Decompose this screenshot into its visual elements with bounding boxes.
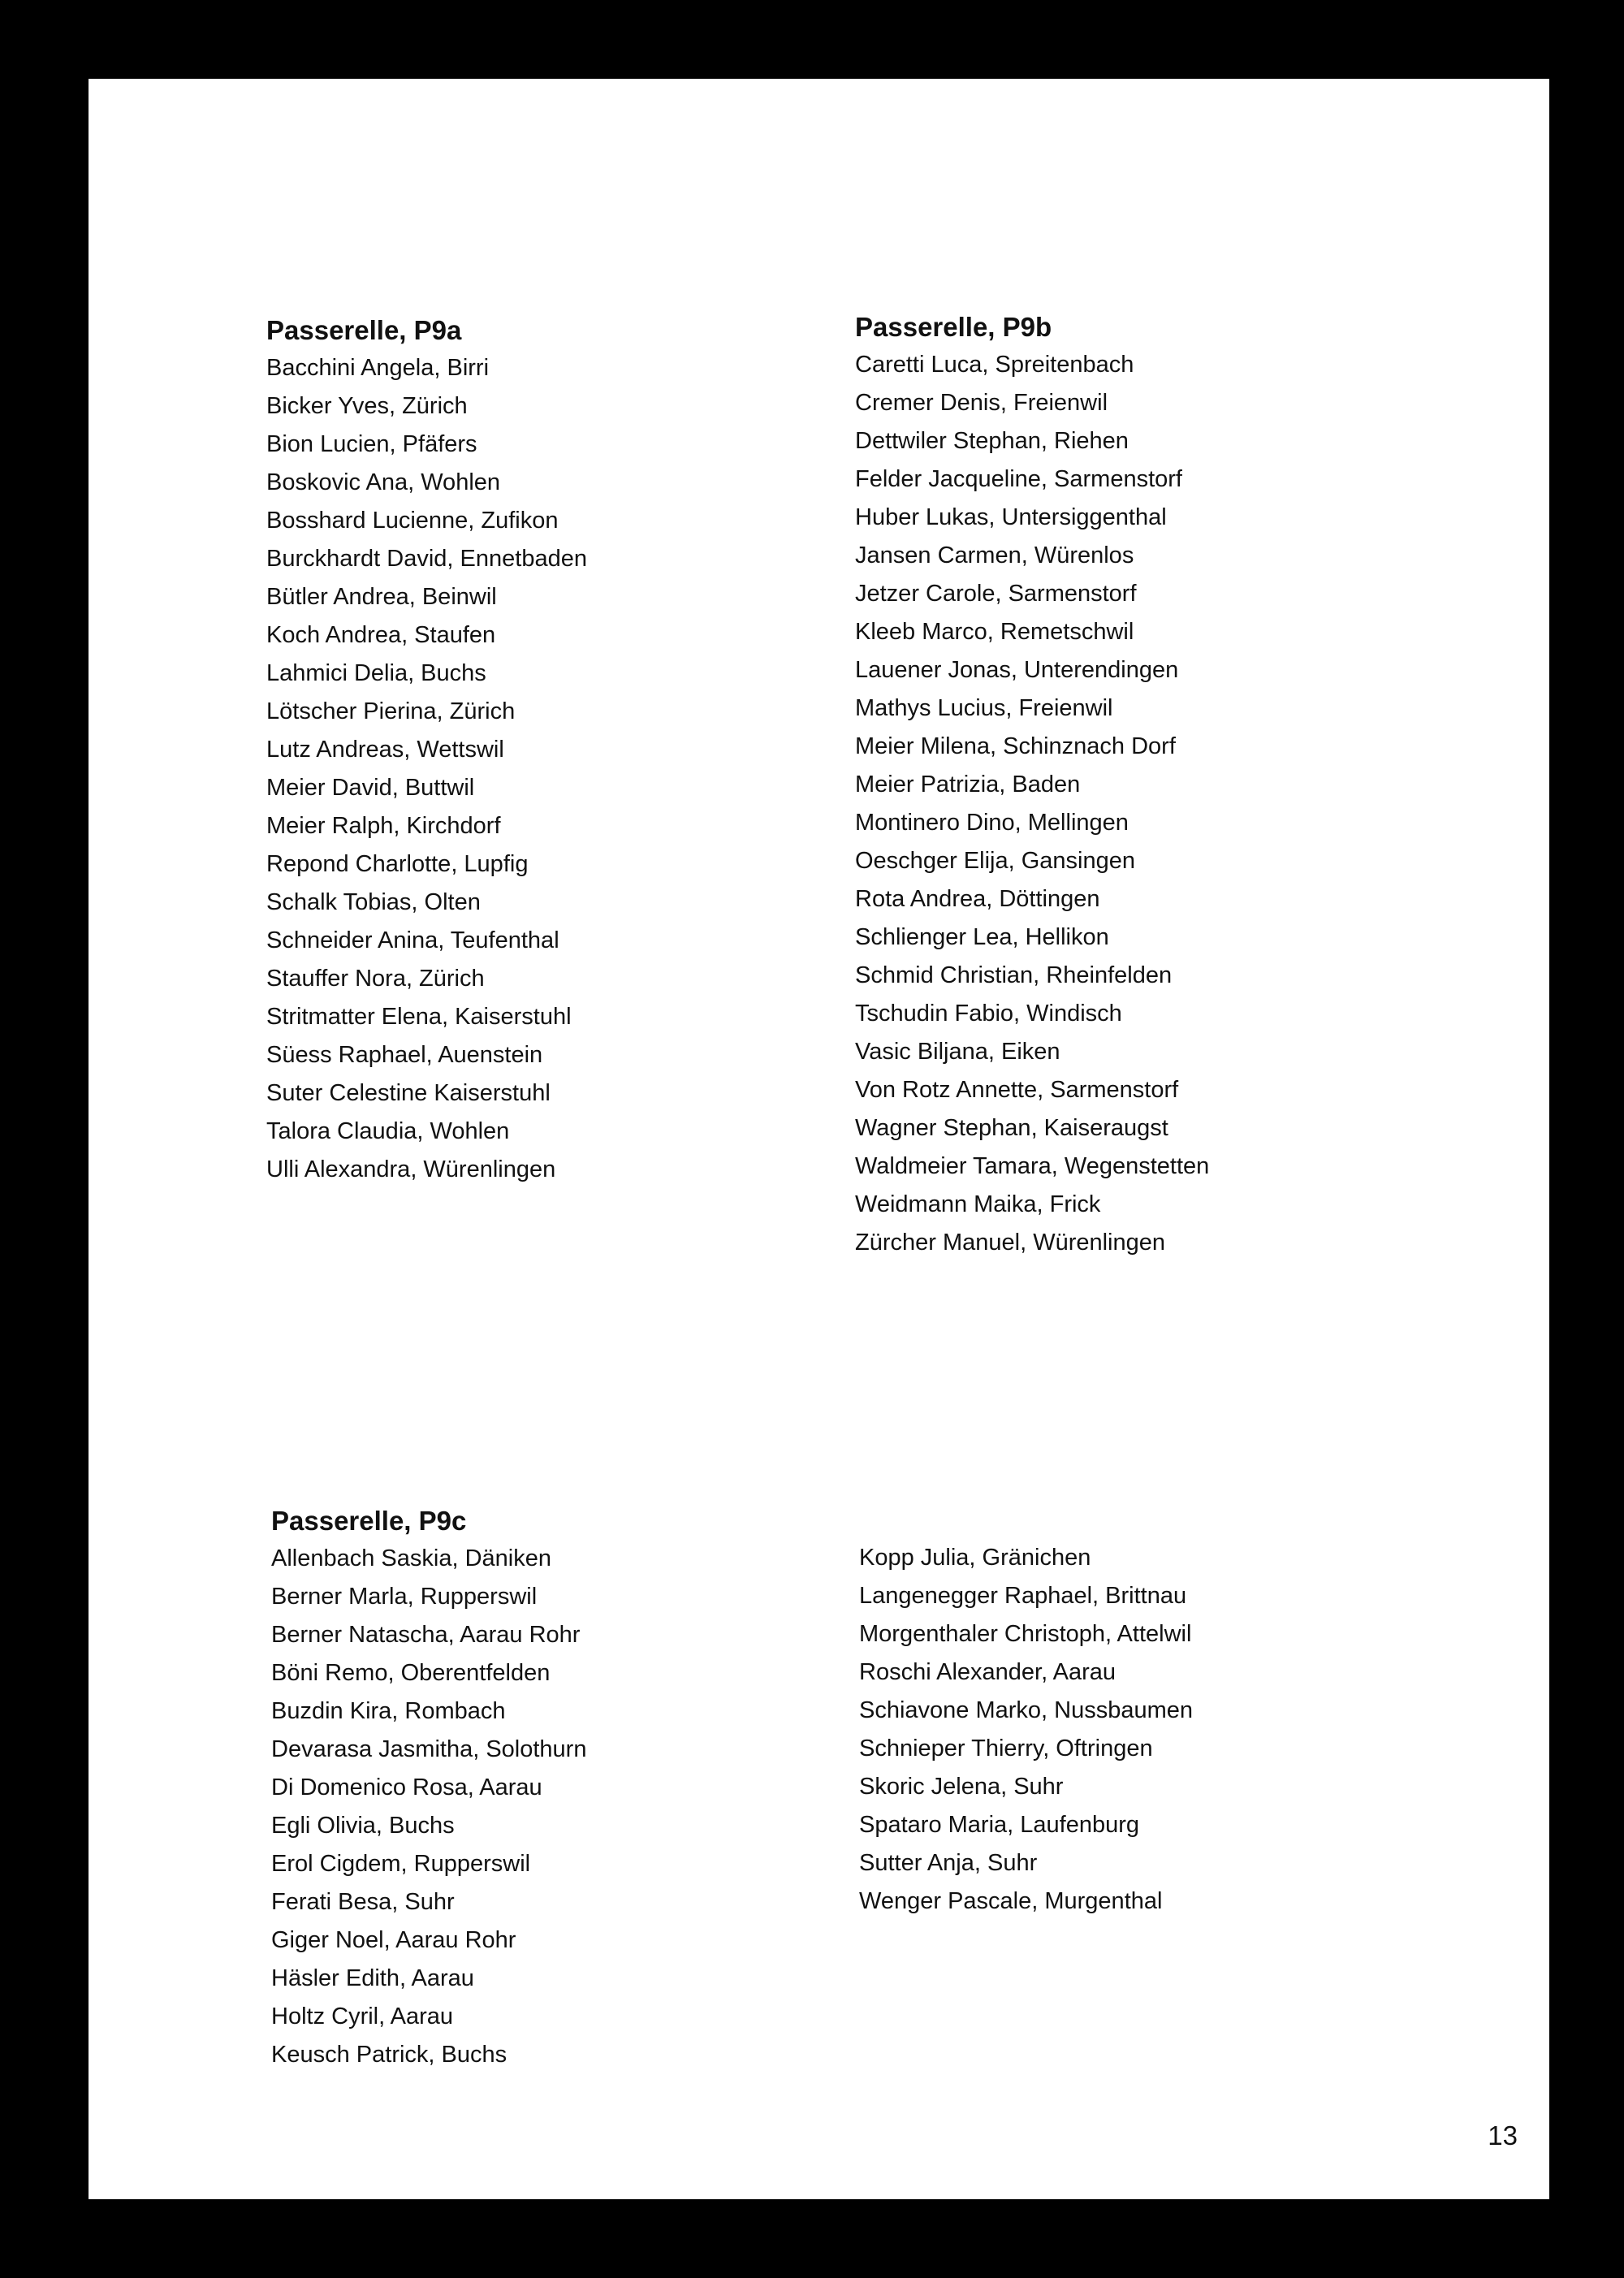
list-item: Bicker Yves, Zürich xyxy=(266,393,468,419)
list-item: Lauener Jonas, Unterendingen xyxy=(855,657,1179,683)
list-item: Roschi Alexander, Aarau xyxy=(859,1659,1116,1685)
list-item: Bion Lucien, Pfäfers xyxy=(266,431,477,457)
list-item: Kopp Julia, Gränichen xyxy=(859,1545,1091,1571)
list-item: Von Rotz Annette, Sarmenstorf xyxy=(855,1077,1179,1103)
list-item: Tschudin Fabio, Windisch xyxy=(855,1001,1122,1027)
list-item: Suter Celestine Kaiserstuhl xyxy=(266,1080,551,1106)
name-list xyxy=(855,346,1209,1262)
list-item: Skoric Jelena, Suhr xyxy=(859,1774,1064,1800)
list-item: Mathys Lucius, Freienwil xyxy=(855,695,1113,721)
list-item: Devarasa Jasmitha, Solothurn xyxy=(271,1736,587,1762)
list-item: Di Domenico Rosa, Aarau xyxy=(271,1774,542,1800)
list-item: Jansen Carmen, Würenlos xyxy=(855,542,1134,568)
list-item: Stauffer Nora, Zürich xyxy=(266,966,485,992)
name-list xyxy=(266,349,587,1189)
list-item: Rota Andrea, Döttingen xyxy=(855,886,1100,912)
name-list xyxy=(859,1539,1193,1921)
section-p9c-continued xyxy=(859,1539,1193,1921)
section-title: Passerelle, P9c xyxy=(271,1506,467,1536)
list-item: Weidmann Maika, Frick xyxy=(855,1191,1101,1217)
list-item: Stritmatter Elena, Kaiserstuhl xyxy=(266,1004,572,1030)
list-item: Bosshard Lucienne, Zufikon xyxy=(266,508,559,534)
list-item: Meier Milena, Schinznach Dorf xyxy=(855,733,1176,759)
list-item: Vasic Biljana, Eiken xyxy=(855,1039,1060,1065)
list-item: Lötscher Pierina, Zürich xyxy=(266,698,516,724)
section-title: Passerelle, P9a xyxy=(266,315,462,345)
list-item: Langenegger Raphael, Brittnau xyxy=(859,1583,1187,1609)
list-item: Bacchini Angela, Birri xyxy=(266,355,490,381)
list-item: Felder Jacqueline, Sarmenstorf xyxy=(855,466,1182,492)
list-item: Erol Cigdem, Rupperswil xyxy=(271,1851,531,1877)
list-item: Jetzer Carole, Sarmenstorf xyxy=(855,581,1137,607)
list-item: Montinero Dino, Mellingen xyxy=(855,810,1129,836)
list-item: Repond Charlotte, Lupfig xyxy=(266,851,529,877)
list-item: Allenbach Saskia, Däniken xyxy=(271,1545,551,1571)
list-item: Lahmici Delia, Buchs xyxy=(266,660,486,686)
list-item: Koch Andrea, Staufen xyxy=(266,622,496,648)
list-item: Lutz Andreas, Wettswil xyxy=(266,737,504,763)
list-item: Berner Marla, Rupperswil xyxy=(271,1584,538,1610)
list-item: Meier Ralph, Kirchdorf xyxy=(266,813,501,839)
list-item: Caretti Luca, Spreitenbach xyxy=(855,352,1134,378)
document-page xyxy=(89,79,1549,2199)
list-item: Süess Raphael, Auenstein xyxy=(266,1042,543,1068)
list-item: Kleeb Marco, Remetschwil xyxy=(855,619,1134,645)
list-item: Wenger Pascale, Murgenthal xyxy=(859,1888,1163,1914)
list-item: Ferati Besa, Suhr xyxy=(271,1889,455,1915)
list-item: Schlienger Lea, Hellikon xyxy=(855,924,1109,950)
section-p9b xyxy=(855,308,1209,1262)
list-item: Sutter Anja, Suhr xyxy=(859,1850,1038,1876)
section-p9a xyxy=(266,311,587,1189)
list-item: Ulli Alexandra, Würenlingen xyxy=(266,1156,556,1182)
list-item: Schmid Christian, Rheinfelden xyxy=(855,962,1173,988)
list-item: Huber Lukas, Untersiggenthal xyxy=(855,504,1167,530)
list-item: Burckhardt David, Ennetbaden xyxy=(266,546,587,572)
list-item: Berner Natascha, Aarau Rohr xyxy=(271,1622,581,1648)
list-item: Spataro Maria, Laufenburg xyxy=(859,1812,1139,1838)
list-item: Böni Remo, Oberentfelden xyxy=(271,1660,551,1686)
list-item: Holtz Cyril, Aarau xyxy=(271,2004,454,2029)
list-item: Schalk Tobias, Olten xyxy=(266,889,481,915)
list-item: Meier David, Buttwil xyxy=(266,775,475,801)
section-title: Passerelle, P9b xyxy=(855,312,1052,342)
list-item: Bütler Andrea, Beinwil xyxy=(266,584,497,610)
list-item: Meier Patrizia, Baden xyxy=(855,772,1081,798)
list-item: Boskovic Ana, Wohlen xyxy=(266,469,501,495)
list-item: Zürcher Manuel, Würenlingen xyxy=(855,1230,1166,1256)
list-item: Schneider Anina, Teufenthal xyxy=(266,927,559,953)
list-item: Schnieper Thierry, Oftringen xyxy=(859,1736,1153,1761)
list-item: Keusch Patrick, Buchs xyxy=(271,2042,508,2068)
list-item: Buzdin Kira, Rombach xyxy=(271,1698,506,1724)
name-list xyxy=(271,1540,586,2074)
list-item: Oeschger Elija, Gansingen xyxy=(855,848,1135,874)
list-item: Morgenthaler Christoph, Attelwil xyxy=(859,1621,1192,1647)
list-item: Häsler Edith, Aarau xyxy=(271,1965,474,1991)
list-item: Giger Noel, Aarau Rohr xyxy=(271,1927,516,1953)
page-number: 13 xyxy=(1488,2120,1518,2150)
list-item: Cremer Denis, Freienwil xyxy=(855,390,1108,416)
list-item: Egli Olivia, Buchs xyxy=(271,1813,455,1839)
list-item: Dettwiler Stephan, Riehen xyxy=(855,428,1129,454)
section-p9c xyxy=(271,1502,586,2074)
list-item: Talora Claudia, Wohlen xyxy=(266,1118,510,1144)
list-item: Schiavone Marko, Nussbaumen xyxy=(859,1697,1194,1723)
list-item: Wagner Stephan, Kaiseraugst xyxy=(855,1115,1168,1141)
list-item: Waldmeier Tamara, Wegenstetten xyxy=(855,1153,1210,1179)
